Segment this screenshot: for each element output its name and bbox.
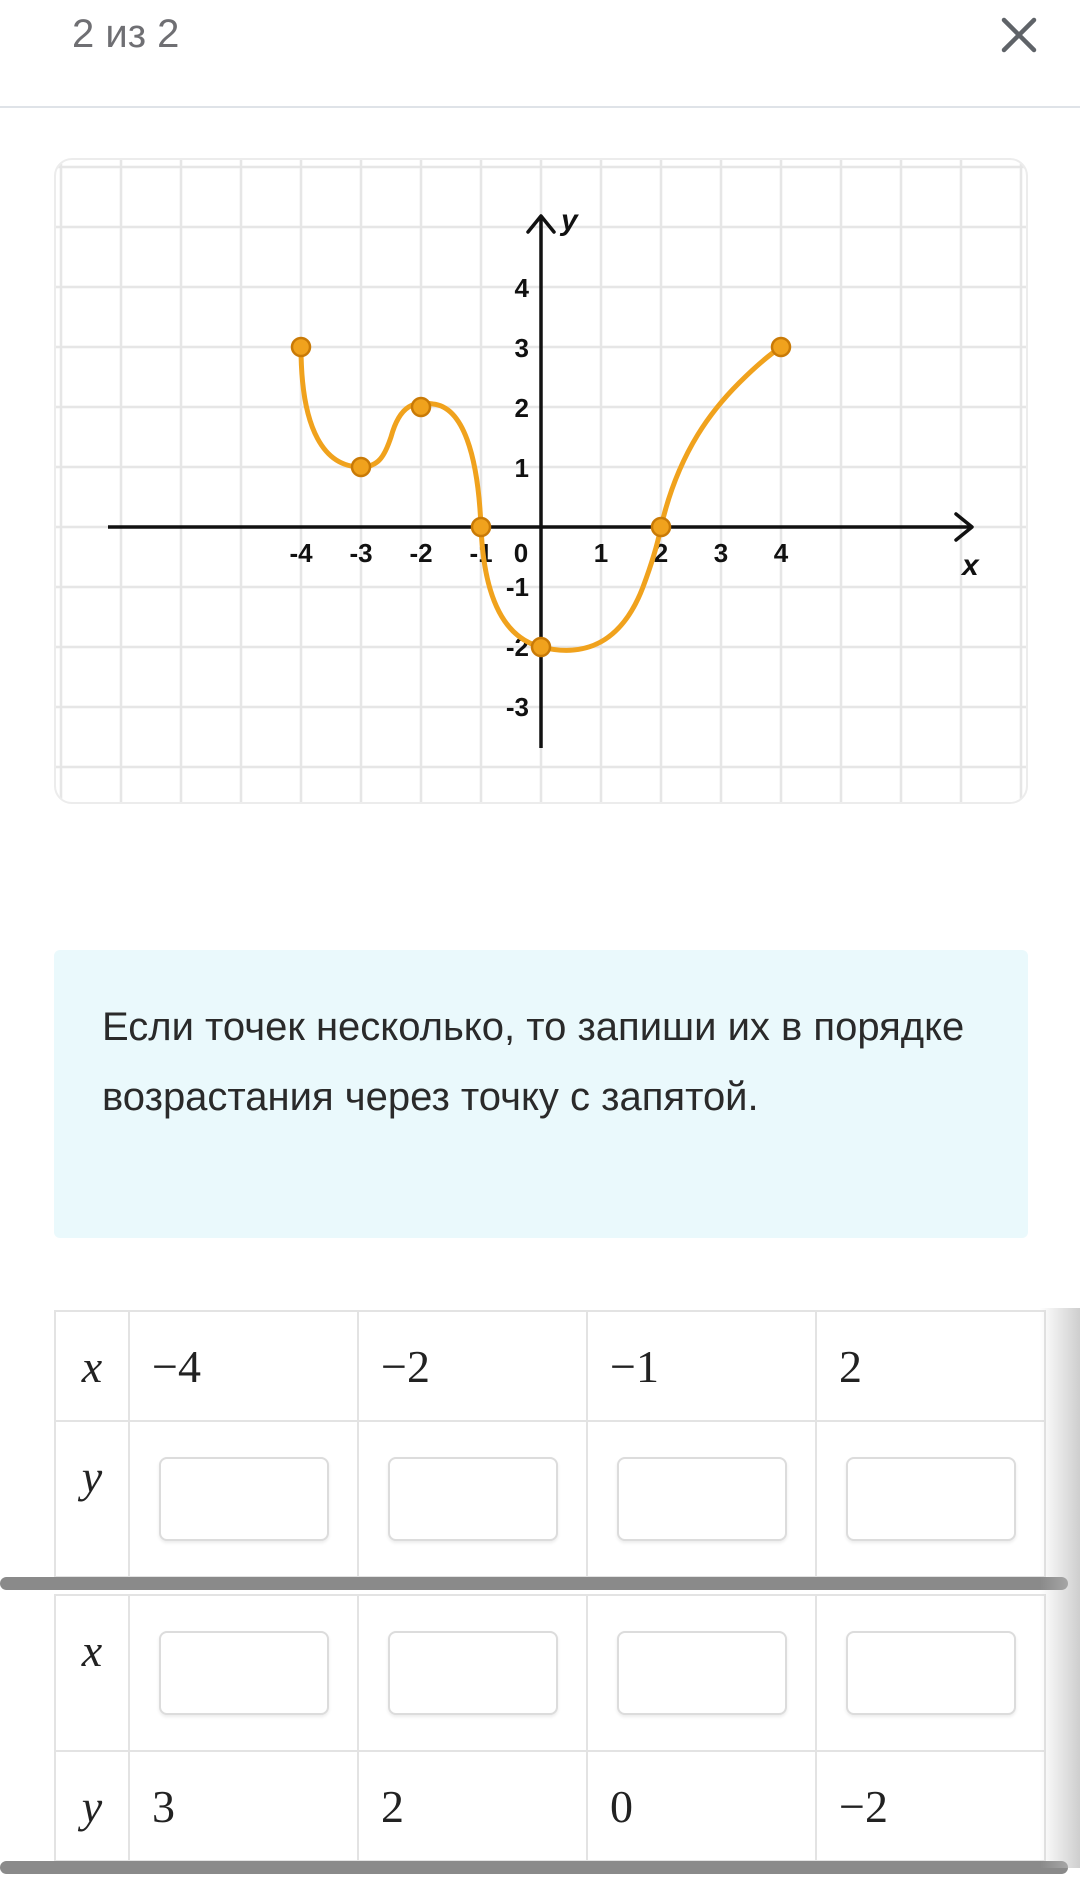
y-answer-input-4[interactable] (846, 1457, 1016, 1541)
y-tick-label: 2 (514, 393, 529, 423)
graph-point (472, 518, 490, 536)
hint-text: Если точек несколько, то запиши их в порядке возрастания через точку с запятой. (102, 1005, 965, 1119)
x-tick-label: -4 (289, 538, 313, 568)
y-input-cell (358, 1421, 587, 1577)
y-input-cell (816, 1421, 1045, 1577)
graph-canvas (56, 160, 1028, 804)
y-answer-input-2[interactable] (388, 1457, 558, 1541)
graph-point (652, 518, 670, 536)
y-answer-input-1[interactable] (159, 1457, 329, 1541)
header (0, 0, 1080, 108)
function-graph (54, 158, 1028, 804)
graph-point (532, 638, 550, 656)
x-input-cell (129, 1595, 358, 1751)
row-label-y: y (55, 1751, 129, 1861)
row-label-x: x (55, 1595, 129, 1751)
x-tick-label: 4 (773, 538, 789, 568)
x-tick-label: 2 (653, 538, 669, 568)
table-row (55, 1311, 1045, 1421)
table-row (55, 1421, 1045, 1577)
y-tick-label: 4 (514, 273, 529, 303)
y-value-cell: 3 (129, 1751, 358, 1861)
x-tick-label: -2 (409, 538, 433, 568)
x-value-cell: −1 (587, 1311, 816, 1421)
y-tick-label: -2 (505, 632, 529, 662)
graph-point (292, 338, 310, 356)
x-tick-label: 1 (593, 538, 609, 568)
values-table-2 (54, 1594, 1046, 1862)
table-row (55, 1595, 1045, 1751)
values-table-1 (54, 1310, 1046, 1578)
table-row (55, 1751, 1045, 1861)
x-answer-input-3[interactable] (617, 1631, 787, 1715)
x-value-cell: 2 (816, 1311, 1045, 1421)
y-input-cell (587, 1421, 816, 1577)
x-answer-input-1[interactable] (159, 1631, 329, 1715)
horizontal-scrollbar[interactable] (0, 1861, 1068, 1874)
x-answer-input-2[interactable] (388, 1631, 558, 1715)
x-tick-label: 3 (713, 538, 729, 568)
y-tick-labels (506, 273, 530, 722)
x-value-cell: −4 (129, 1311, 358, 1421)
x-tick-label: -3 (349, 538, 373, 568)
row-label-x: x (55, 1311, 129, 1421)
x-axis-label: x (962, 549, 979, 582)
y-input-cell (129, 1421, 358, 1577)
y-value-cell: 0 (587, 1751, 816, 1861)
page-counter: 2 из 2 (72, 12, 180, 56)
close-icon (992, 8, 1046, 62)
graph-point (772, 338, 790, 356)
x-value-cell: −2 (358, 1311, 587, 1421)
hint-box (54, 950, 1028, 1238)
x-tick-label: -1 (469, 538, 493, 568)
x-input-cell (358, 1595, 587, 1751)
y-tick-label: 3 (514, 333, 529, 363)
close-button[interactable] (992, 8, 1046, 62)
graph-point (352, 458, 370, 476)
y-answer-input-3[interactable] (617, 1457, 787, 1541)
y-tick-label: -3 (505, 692, 529, 722)
y-value-cell: −2 (816, 1751, 1045, 1861)
x-tick-labels (289, 538, 788, 568)
x-answer-input-4[interactable] (846, 1631, 1016, 1715)
row-label-y: y (55, 1421, 129, 1577)
y-value-cell: 2 (358, 1751, 587, 1861)
x-input-cell (587, 1595, 816, 1751)
y-tick-label: 1 (514, 453, 529, 483)
graph-point (412, 398, 430, 416)
y-axis-label: y (561, 204, 578, 237)
x-input-cell (816, 1595, 1045, 1751)
y-tick-label: -1 (505, 572, 529, 602)
x-tick-label: 0 (513, 538, 529, 568)
horizontal-scrollbar[interactable] (0, 1577, 1068, 1590)
scroll-overflow-shade (1040, 1308, 1080, 1868)
